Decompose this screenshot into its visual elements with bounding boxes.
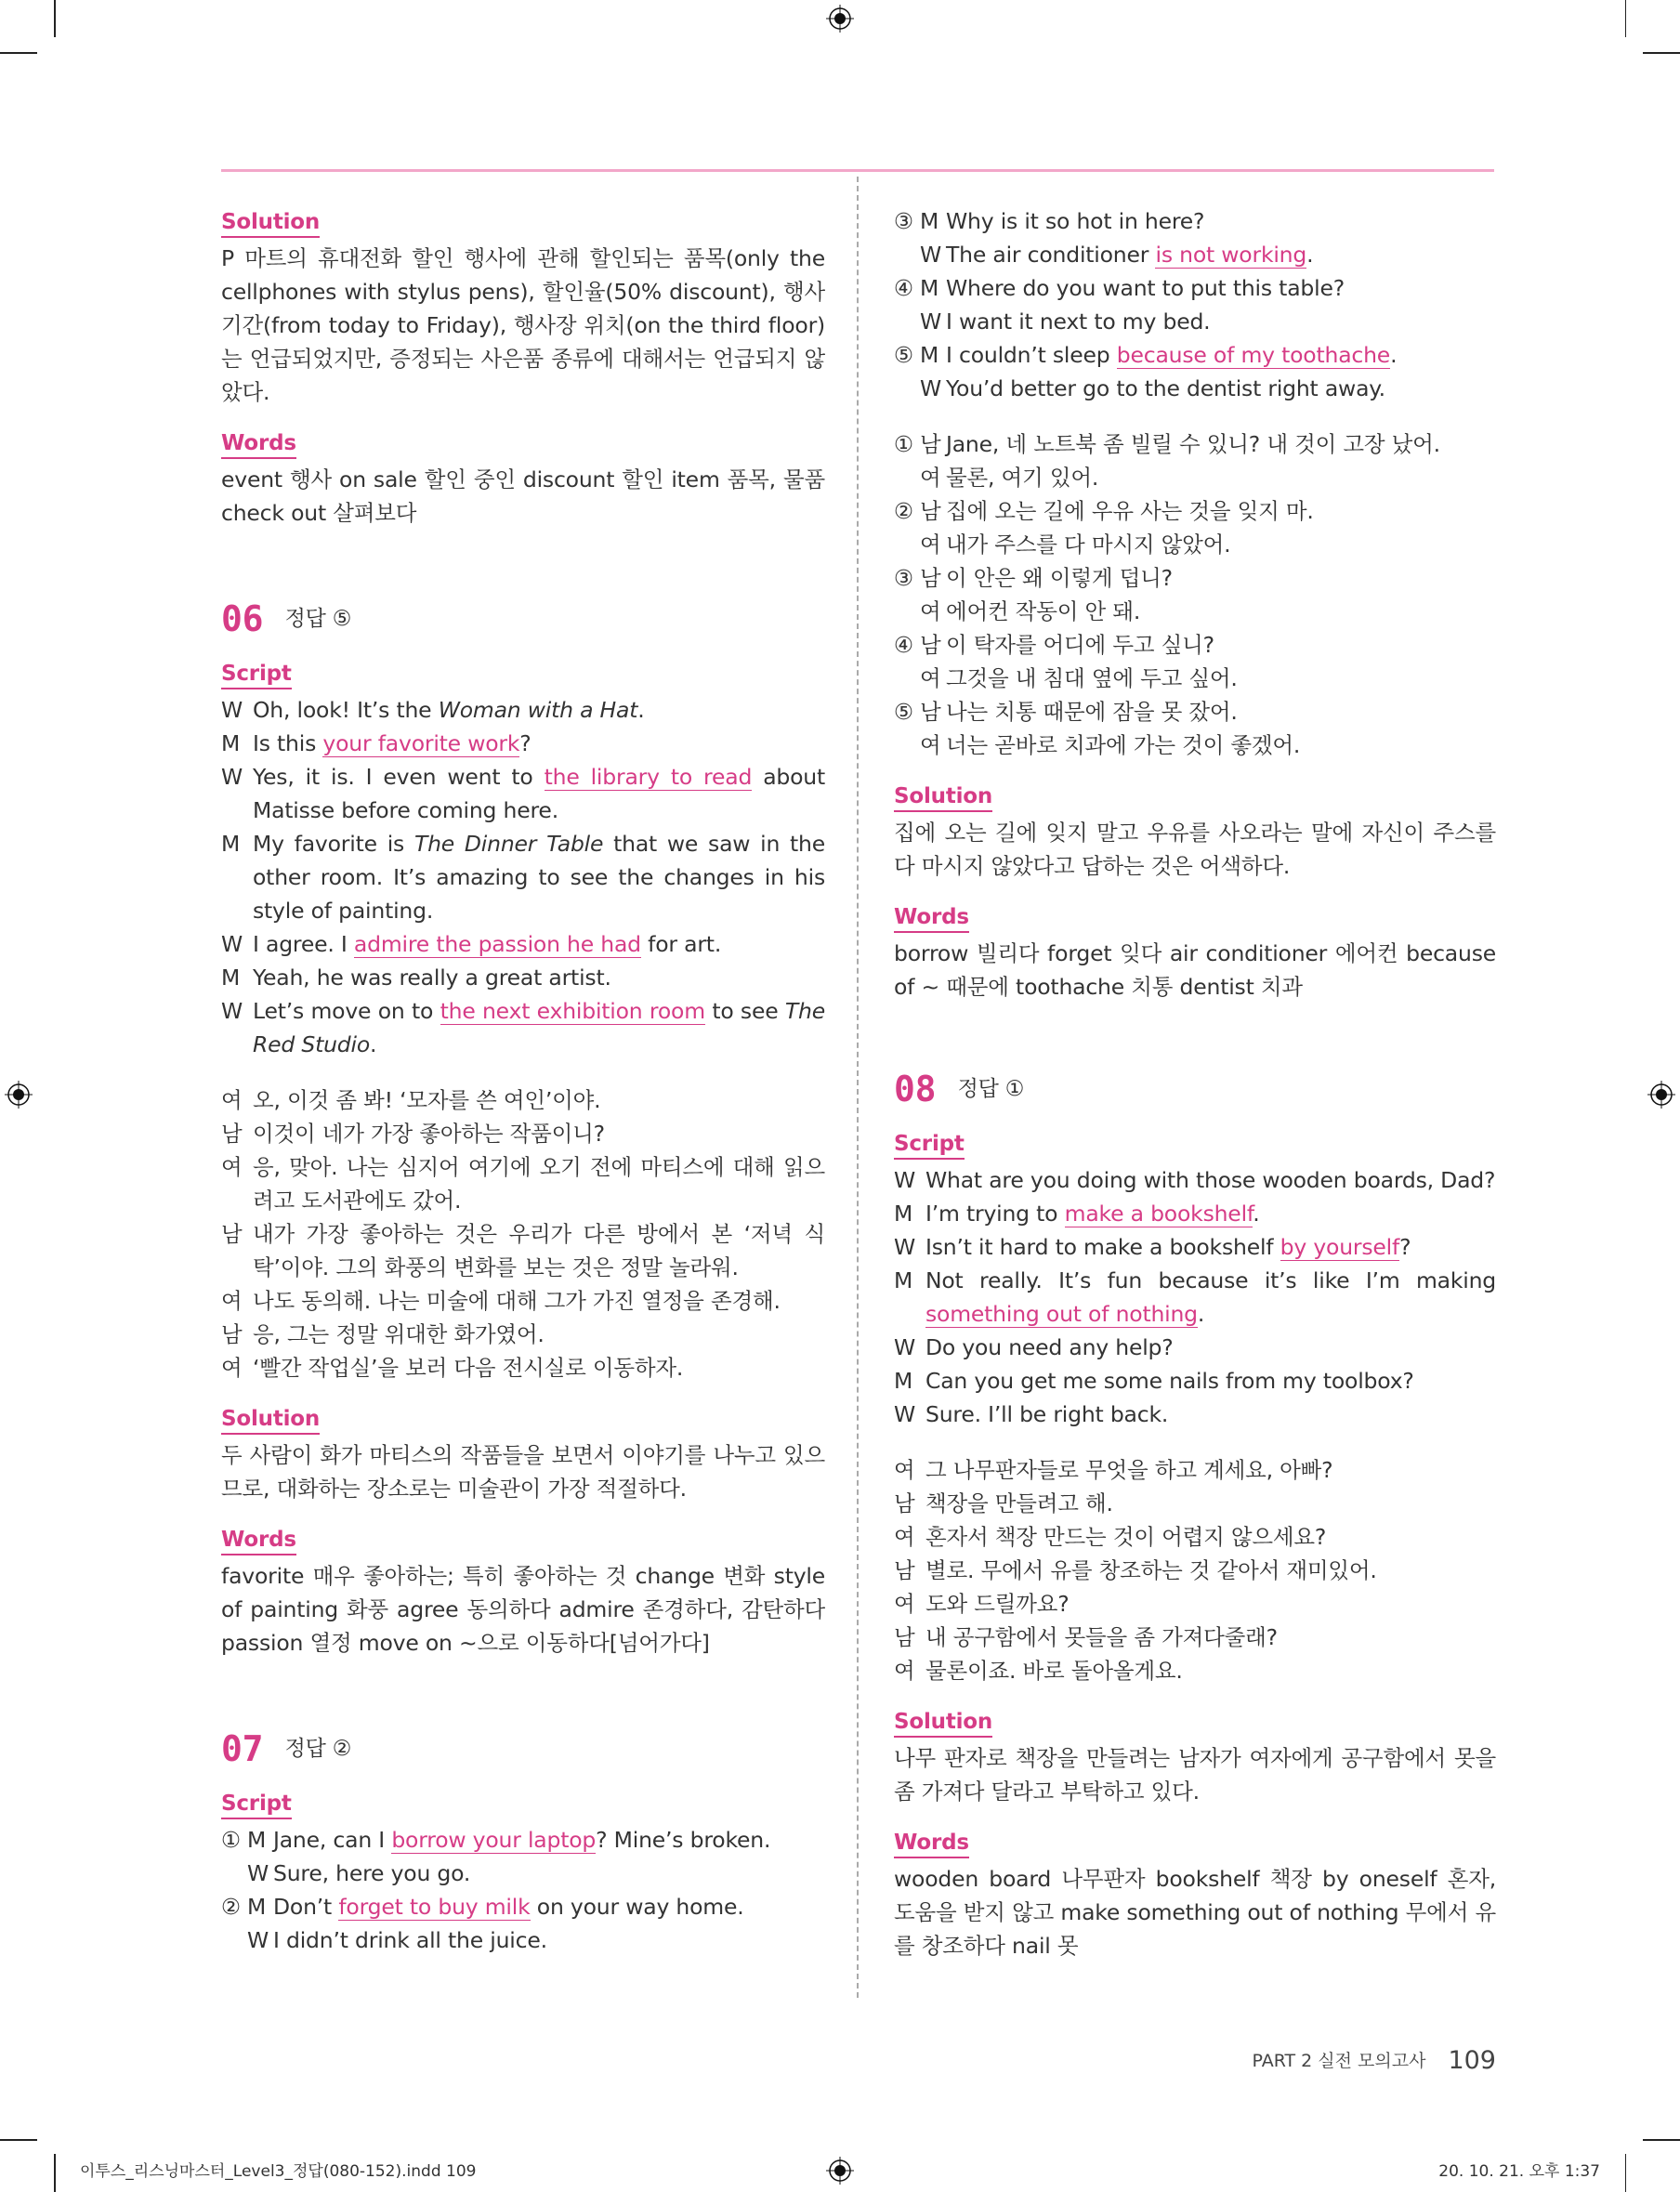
translation-lines [894, 1453, 1496, 1687]
choice-number: ① [894, 431, 913, 457]
script-text: What are you doing with those wooden boards, Dad? [925, 1167, 1496, 1193]
section-label: Script [894, 1130, 965, 1160]
choice-number: ③ [894, 208, 913, 234]
section-label: Words [221, 429, 296, 459]
script-line [221, 961, 825, 994]
translation-line [894, 1554, 1496, 1587]
speaker-label: 여 [894, 1658, 915, 1684]
highlighted-phrase: forget to buy milk [338, 1894, 531, 1920]
answer-label: 정답 ① [957, 1077, 1025, 1101]
q05-words [221, 426, 825, 530]
script-text: Isn’t it hard to make a bookshelf by yourself? [925, 1234, 1411, 1260]
script-text: I didn’t drink all the juice. [273, 1927, 547, 1953]
script-line [894, 1264, 1496, 1331]
q08-translation [894, 1453, 1496, 1687]
script-line [894, 1230, 1496, 1264]
right-column [894, 204, 1496, 1979]
script-line [221, 827, 825, 927]
section-label: Solution [221, 1405, 320, 1435]
highlighted-phrase: because of my toothache [1116, 342, 1391, 368]
script-text: Why is it so hot in here? [946, 208, 1205, 234]
speaker-label: M [920, 275, 939, 301]
speaker-label: 남 [221, 1121, 243, 1147]
script-line [894, 372, 1496, 405]
speaker-label: 남 [920, 699, 941, 725]
speaker-label: W [894, 1334, 916, 1360]
script-text: Sure. I’ll be right back. [925, 1401, 1169, 1427]
script-text: Yeah, he was really a great artist. [253, 965, 611, 991]
title-phrase: Woman with a Hat [438, 697, 638, 723]
page-footer [1252, 2046, 1496, 2075]
script-line [894, 204, 1496, 238]
q06-solution [221, 1401, 825, 1505]
speaker-label: M [920, 342, 939, 368]
script-line [894, 1197, 1496, 1230]
translation-text: ‘빨간 작업실’을 보러 다음 전시실로 이동하자. [253, 1355, 684, 1381]
script-text: The air conditioner is not working. [946, 242, 1314, 268]
title-phrase: The Red Studio [253, 998, 825, 1057]
highlighted-phrase: admire the passion he had [353, 931, 641, 957]
script-line [894, 1398, 1496, 1431]
translation-text: 나도 동의해. 나는 미술에 대해 그가 가진 열정을 존경해. [253, 1288, 781, 1314]
translation-line [894, 695, 1496, 728]
translation-text: 이 탁자를 어디에 두고 싶니? [946, 632, 1214, 658]
q07-words [894, 899, 1496, 1004]
script-text: My favorite is The Dinner Table that we saw in the other room. It’s amazing to see the changes in his style of painting. [253, 831, 825, 924]
speaker-label: 남 [920, 565, 941, 591]
script-line [221, 1923, 825, 1957]
speaker-label: M [247, 1894, 267, 1920]
speaker-label: 남 [894, 1624, 915, 1650]
left-column [221, 204, 825, 1974]
crop-mark [1643, 52, 1680, 54]
speaker-label: M [221, 965, 241, 991]
translation-text: 물론, 여기 있어. [946, 465, 1099, 491]
translation-text: 그 나무판자들로 무엇을 하고 계세요, 아빠? [925, 1457, 1333, 1483]
speaker-label: W [920, 242, 942, 268]
script-text: I agree. I admire the passion he had for art. [253, 931, 722, 957]
translation-line [221, 1284, 825, 1318]
translation-text: 응, 그는 정말 위대한 화가였어. [253, 1321, 545, 1347]
translation-line [894, 662, 1496, 695]
speaker-label: 여 [894, 1591, 915, 1617]
speaker-label: 남 [221, 1321, 243, 1347]
registration-mark-icon [826, 5, 854, 33]
crop-mark [1625, 2154, 1627, 2192]
answer-label: 정답 ② [284, 1737, 352, 1761]
crop-mark [1625, 0, 1627, 37]
script-line [894, 338, 1496, 372]
speaker-label: 여 [920, 732, 941, 758]
script-text: Can you get me some nails from my toolbox? [925, 1368, 1414, 1394]
script-text: I couldn’t sleep because of my toothache. [946, 342, 1398, 368]
speaker-label: 남 [894, 1557, 915, 1583]
page-number: 109 [1448, 2046, 1496, 2075]
speaker-label: 여 [920, 598, 941, 624]
section-label: Solution [894, 782, 992, 812]
translation-lines [221, 1083, 825, 1385]
choice-number: ② [221, 1894, 241, 1920]
words-text: wooden board 나무판자 bookshelf 책장 by oneself 혼자, 도움을 받지 않고 make something out of nothing 무에서 유를 창조하다 nail 못 [894, 1866, 1496, 1959]
translation-line [894, 728, 1496, 762]
script-line [221, 1823, 825, 1857]
speaker-label: W [894, 1167, 916, 1193]
speaker-label: 여 [221, 1087, 243, 1113]
registration-mark-icon [826, 2157, 854, 2185]
q08-script [894, 1126, 1496, 1431]
script-text: You’d better go to the dentist right away. [946, 375, 1385, 401]
speaker-label: M [247, 1827, 267, 1853]
translation-lines [894, 427, 1496, 762]
script-line [894, 238, 1496, 271]
highlighted-phrase: your favorite work [322, 730, 520, 756]
translation-line [221, 1318, 825, 1351]
speaker-label: 남 [221, 1221, 243, 1247]
translation-line [221, 1117, 825, 1150]
script-line [221, 760, 825, 827]
script-line [894, 305, 1496, 338]
q08-words [894, 1825, 1496, 1962]
translation-line [894, 1587, 1496, 1621]
script-lines [894, 1163, 1496, 1431]
speaker-label: W [221, 764, 243, 790]
translation-text: 에어컨 작동이 안 돼. [946, 598, 1141, 624]
q08-header [894, 1065, 1496, 1113]
script-text: Yes, it is. I even went to the library to read about Matisse before coming here. [253, 764, 826, 823]
script-text: Where do you want to put this table? [946, 275, 1345, 301]
speaker-label: W [920, 308, 942, 335]
speaker-label: M [894, 1368, 913, 1394]
section-label: Solution [221, 208, 320, 238]
crop-mark [54, 2154, 56, 2192]
translation-text: 나는 치통 때문에 잠을 못 잤어. [946, 699, 1238, 725]
translation-line [221, 1217, 825, 1284]
translation-line [894, 528, 1496, 561]
translation-text: 집에 오는 길에 우유 사는 것을 잊지 마. [946, 498, 1314, 524]
registration-mark-icon [5, 1081, 33, 1109]
choice-number: ② [894, 498, 913, 524]
section-label: Words [894, 1829, 969, 1858]
q06-script [221, 656, 825, 1061]
highlighted-phrase: borrow your laptop [391, 1827, 597, 1853]
script-text: Sure, here you go. [273, 1860, 471, 1886]
translation-text: 그것을 내 침대 옆에 두고 싶어. [946, 665, 1238, 691]
q06-words [221, 1522, 825, 1660]
choice-number: ④ [894, 275, 913, 301]
speaker-label: W [221, 931, 243, 957]
crop-mark [0, 52, 37, 54]
script-text: Oh, look! It’s the Woman with a Hat. [253, 697, 645, 723]
translation-text: 내 공구함에서 못들을 좀 가져다줄래? [925, 1624, 1278, 1650]
speaker-label: 여 [221, 1355, 243, 1381]
slug-date: 20. 10. 21. 오후 1:37 [1438, 2162, 1600, 2181]
crop-mark [1643, 2139, 1680, 2141]
words-text: event 행사 on sale 할인 중인 discount 할인 item 품목, 물품 check out 살펴보다 [221, 466, 825, 526]
script-text: I’m trying to make a bookshelf. [925, 1201, 1260, 1227]
title-phrase: The Dinner Table [413, 831, 604, 857]
speaker-label: 여 [894, 1457, 915, 1483]
highlighted-phrase: is not working [1155, 242, 1307, 268]
translation-text: 책장을 만들려고 해. [925, 1490, 1113, 1516]
answer-label: 정답 ⑤ [284, 607, 352, 631]
script-lines [894, 204, 1496, 405]
choice-number: ④ [894, 632, 913, 658]
script-line [894, 1331, 1496, 1364]
speaker-label: W [920, 375, 942, 401]
q07-script [221, 1786, 825, 1957]
choice-number: ① [221, 1827, 241, 1853]
script-text: I want it next to my bed. [946, 308, 1211, 335]
speaker-label: W [894, 1401, 916, 1427]
q07-translation [894, 427, 1496, 762]
script-text: Is this your favorite work? [253, 730, 532, 756]
script-line [221, 927, 825, 961]
script-line [221, 994, 825, 1061]
part-label: PART 2 실전 모의고사 [1252, 2051, 1426, 2071]
slug-filename: 이투스_리스닝마스터_Level3_정답(080-152).indd 109 [80, 2162, 477, 2181]
script-line [894, 1163, 1496, 1197]
translation-line [221, 1150, 825, 1217]
translation-text: 오, 이것 좀 봐! ‘모자를 쓴 여인’이야. [253, 1087, 601, 1113]
script-lines [221, 693, 825, 1061]
translation-line [894, 561, 1496, 595]
crop-mark [54, 0, 56, 37]
section-label: Solution [894, 1708, 992, 1738]
section-label: Words [221, 1526, 296, 1555]
speaker-label: M [221, 831, 241, 857]
speaker-label: W [221, 697, 243, 723]
section-label: Script [221, 660, 292, 689]
translation-line [894, 628, 1496, 662]
speaker-label: 여 [221, 1288, 243, 1314]
translation-line [894, 427, 1496, 461]
speaker-label: W [894, 1234, 916, 1260]
speaker-label: 여 [221, 1154, 243, 1180]
translation-text: 이것이 네가 가장 좋아하는 작품이니? [253, 1121, 605, 1147]
speaker-label: M [221, 730, 241, 756]
q07-header [221, 1725, 825, 1773]
words-text: favorite 매우 좋아하는; 특히 좋아하는 것 change 변화 style of painting 화풍 agree 동의하다 admire 존경하다, 감탄하다 passion 열정 move on ~으로 이동하다[넘어가다] [221, 1563, 825, 1656]
section-label: Words [894, 903, 969, 933]
speaker-label: M [920, 208, 939, 234]
translation-text: 내가 가장 좋아하는 것은 우리가 다른 방에서 본 ‘저녁 식탁’이야. 그의 화풍의 변화를 보는 것은 정말 놀라워. [253, 1221, 825, 1280]
q05-solution [221, 204, 825, 409]
registration-mark-icon [1647, 1081, 1675, 1109]
script-text: Don’t forget to buy milk on your way home. [273, 1894, 744, 1920]
script-line [894, 1364, 1496, 1398]
translation-line [894, 1654, 1496, 1687]
script-lines [221, 1823, 825, 1957]
translation-line [894, 1520, 1496, 1554]
script-text: Let’s move on to the next exhibition room to see The Red Studio. [253, 998, 825, 1057]
highlighted-phrase: something out of nothing [925, 1301, 1198, 1327]
highlighted-phrase: make a bookshelf [1064, 1201, 1253, 1227]
crop-mark [0, 2139, 37, 2141]
words-text: borrow 빌리다 forget 잊다 air conditioner 에어컨 because of ~ 때문에 toothache 치통 dentist 치과 [894, 940, 1496, 1000]
translation-line [221, 1351, 825, 1385]
speaker-label: 남 [920, 431, 941, 457]
question-number: 07 [221, 1728, 264, 1769]
section-label: Script [221, 1790, 292, 1819]
choice-number: ③ [894, 565, 913, 591]
speaker-label: 남 [894, 1490, 915, 1516]
q06-header [221, 595, 825, 643]
speaker-label: 여 [894, 1524, 915, 1550]
translation-line [894, 1487, 1496, 1520]
speaker-label: M [894, 1201, 913, 1227]
choice-number: ⑤ [894, 342, 913, 368]
script-line [221, 1890, 825, 1923]
q08-solution [894, 1704, 1496, 1808]
translation-line [894, 595, 1496, 628]
script-line [894, 271, 1496, 305]
translation-text: 혼자서 책장 만드는 것이 어렵지 않으세요? [925, 1524, 1327, 1550]
script-line [221, 727, 825, 760]
speaker-label: 여 [920, 665, 941, 691]
highlighted-phrase: the library to read [544, 764, 753, 790]
choice-number: ⑤ [894, 699, 913, 725]
solution-text: 두 사람이 화가 마티스의 작품들을 보면서 이야기를 나누고 있으므로, 대화하는 장소로는 미술관이 가장 적절하다. [221, 1442, 825, 1502]
speaker-label: W [221, 998, 243, 1024]
speaker-label: M [894, 1267, 913, 1293]
q07-solution [894, 779, 1496, 883]
script-line [221, 1857, 825, 1890]
translation-line [894, 494, 1496, 528]
question-number: 08 [894, 1069, 937, 1109]
translation-text: 별로. 무에서 유를 창조하는 것 같아서 재미있어. [925, 1557, 1377, 1583]
speaker-label: 남 [920, 498, 941, 524]
translation-text: 이 안은 왜 이렇게 덥니? [946, 565, 1173, 591]
header-rule [221, 169, 1494, 172]
script-line [221, 693, 825, 727]
translation-line [894, 461, 1496, 494]
highlighted-phrase: the next exhibition room [440, 998, 705, 1024]
q07-script-continued [894, 204, 1496, 405]
highlighted-phrase: by yourself [1280, 1234, 1400, 1260]
speaker-label: 남 [920, 632, 941, 658]
translation-line [894, 1453, 1496, 1487]
translation-text: 너는 곧바로 치과에 가는 것이 좋겠어. [946, 732, 1301, 758]
solution-text: 집에 오는 길에 잊지 말고 우유를 사오라는 말에 자신이 주스를 다 마시지 않았다고 답하는 것은 어색하다. [894, 820, 1496, 879]
script-text: Do you need any help? [925, 1334, 1174, 1360]
solution-text: 나무 판자로 책장을 만들려는 남자가 여자에게 공구함에서 못을 좀 가져다 달라고 부탁하고 있다. [894, 1745, 1496, 1805]
translation-text: 도와 드릴까요? [925, 1591, 1070, 1617]
speaker-label: W [247, 1927, 269, 1953]
solution-text: P 마트의 휴대전화 할인 행사에 관해 할인되는 품목(only the cellphones with stylus pens), 할인율(50% discount), 행사 기간(from today to Friday), 행사장 위치(on the third floor)는 언급되었지만, 증정되는 사은품 종류에 대해서는 언급되지 않았다. [221, 245, 825, 405]
column-divider [857, 177, 859, 1998]
translation-text: Jane, 네 노트북 좀 빌릴 수 있니? 내 것이 고장 났어. [946, 431, 1440, 457]
translation-text: 내가 주스를 다 마시지 않았어. [946, 532, 1231, 558]
speaker-label: 여 [920, 465, 941, 491]
q06-translation [221, 1083, 825, 1385]
speaker-label: W [247, 1860, 269, 1886]
question-number: 06 [221, 598, 264, 639]
script-text: Not really. It’s fun because it’s like I’m making something out of nothing. [925, 1267, 1496, 1327]
script-text: Jane, can I borrow your laptop? Mine’s broken. [273, 1827, 771, 1853]
translation-text: 물론이죠. 바로 돌아올게요. [925, 1658, 1183, 1684]
translation-line [894, 1621, 1496, 1654]
translation-text: 응, 맞아. 나는 심지어 여기에 오기 전에 마티스에 대해 읽으려고 도서관에도 갔어. [253, 1154, 825, 1214]
translation-line [221, 1083, 825, 1117]
speaker-label: 여 [920, 532, 941, 558]
